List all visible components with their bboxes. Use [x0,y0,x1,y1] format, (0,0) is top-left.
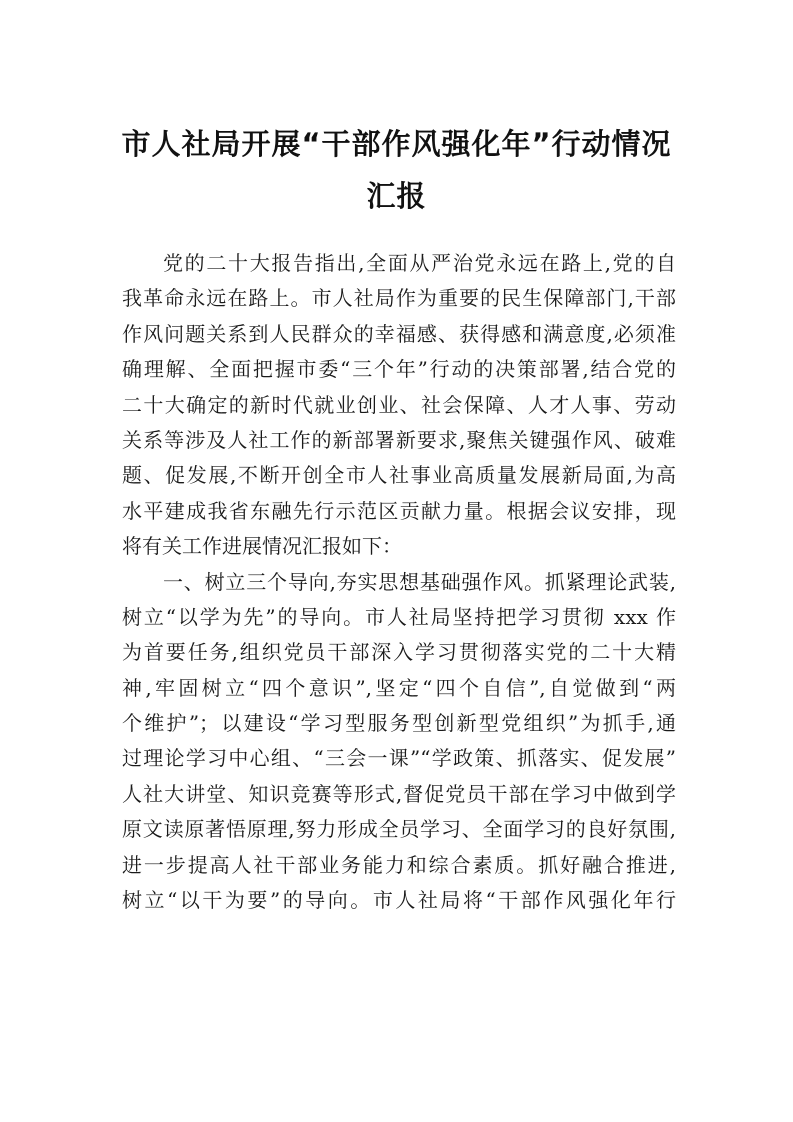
title-line-1: 市人社局开展“干部作风强化年”行动情况 [121,127,672,161]
paragraph-line: 神,牢固树立“四个意识”,坚定“四个自信”,自觉做到“两 [122,675,676,700]
paragraph-intro [122,246,676,565]
paragraph-line: 二十大确定的新时代就业创业、社会保障、人才人事、劳动 [122,392,676,417]
paragraph-line: 题、促发展,不断开创全市人社事业高质量发展新局面,为高 [122,463,676,488]
paragraph-line: 进一步提高人社干部业务能力和综合素质。抓好融合推进, [122,852,676,877]
paragraph-line: 过理论学习中心组、“三会一课”“学政策、抓落实、促发展” [122,746,676,771]
paragraph-line: 党的二十大报告指出,全面从严治党永远在路上,党的自 [163,251,676,275]
paragraph-line: 作风问题关系到人民群众的幸福感、获得感和满意度,必须准 [122,321,676,346]
document-body [122,246,676,918]
paragraph-line: 将有关工作进展情况汇报如下： [122,534,402,559]
paragraph-line: 我革命永远在路上。市人社局作为重要的民生保障部门,干部 [122,286,676,311]
paragraph-line: 个维护”；以建设“学习型服务型创新型党组织”为抓手,通 [122,711,676,736]
paragraph-line: 一、树立三个导向,夯实思想基础强作风。抓紧理论武装, [163,569,676,594]
paragraph-line: 树立“以干为要”的导向。市人社局将“干部作风强化年行 [122,888,676,913]
title-line-2: 汇报 [366,179,427,213]
paragraph-line: 确理解、全面把握市委“三个年”行动的决策部署,结合党的 [122,357,676,382]
paragraph-section-one [122,565,676,919]
paragraph-line: 原文读原著悟原理,努力形成全员学习、全面学习的良好氛围, [122,817,676,842]
paragraph-line: 树立“以学为先”的导向。市人社局坚持把学习贯彻 xxx 作 [122,604,676,629]
document-title [100,118,693,222]
paragraph-line: 为首要任务,组织党员干部深入学习贯彻落实党的二十大精 [122,640,676,665]
paragraph-line: 水平建成我省东融先行示范区贡献力量。根据会议安排，现 [122,498,676,523]
paragraph-line: 关系等涉及人社工作的新部署新要求,聚焦关键强作风、破难 [122,427,676,452]
paragraph-line: 人社大讲堂、知识竞赛等形式,督促党员干部在学习中做到学 [122,781,676,806]
